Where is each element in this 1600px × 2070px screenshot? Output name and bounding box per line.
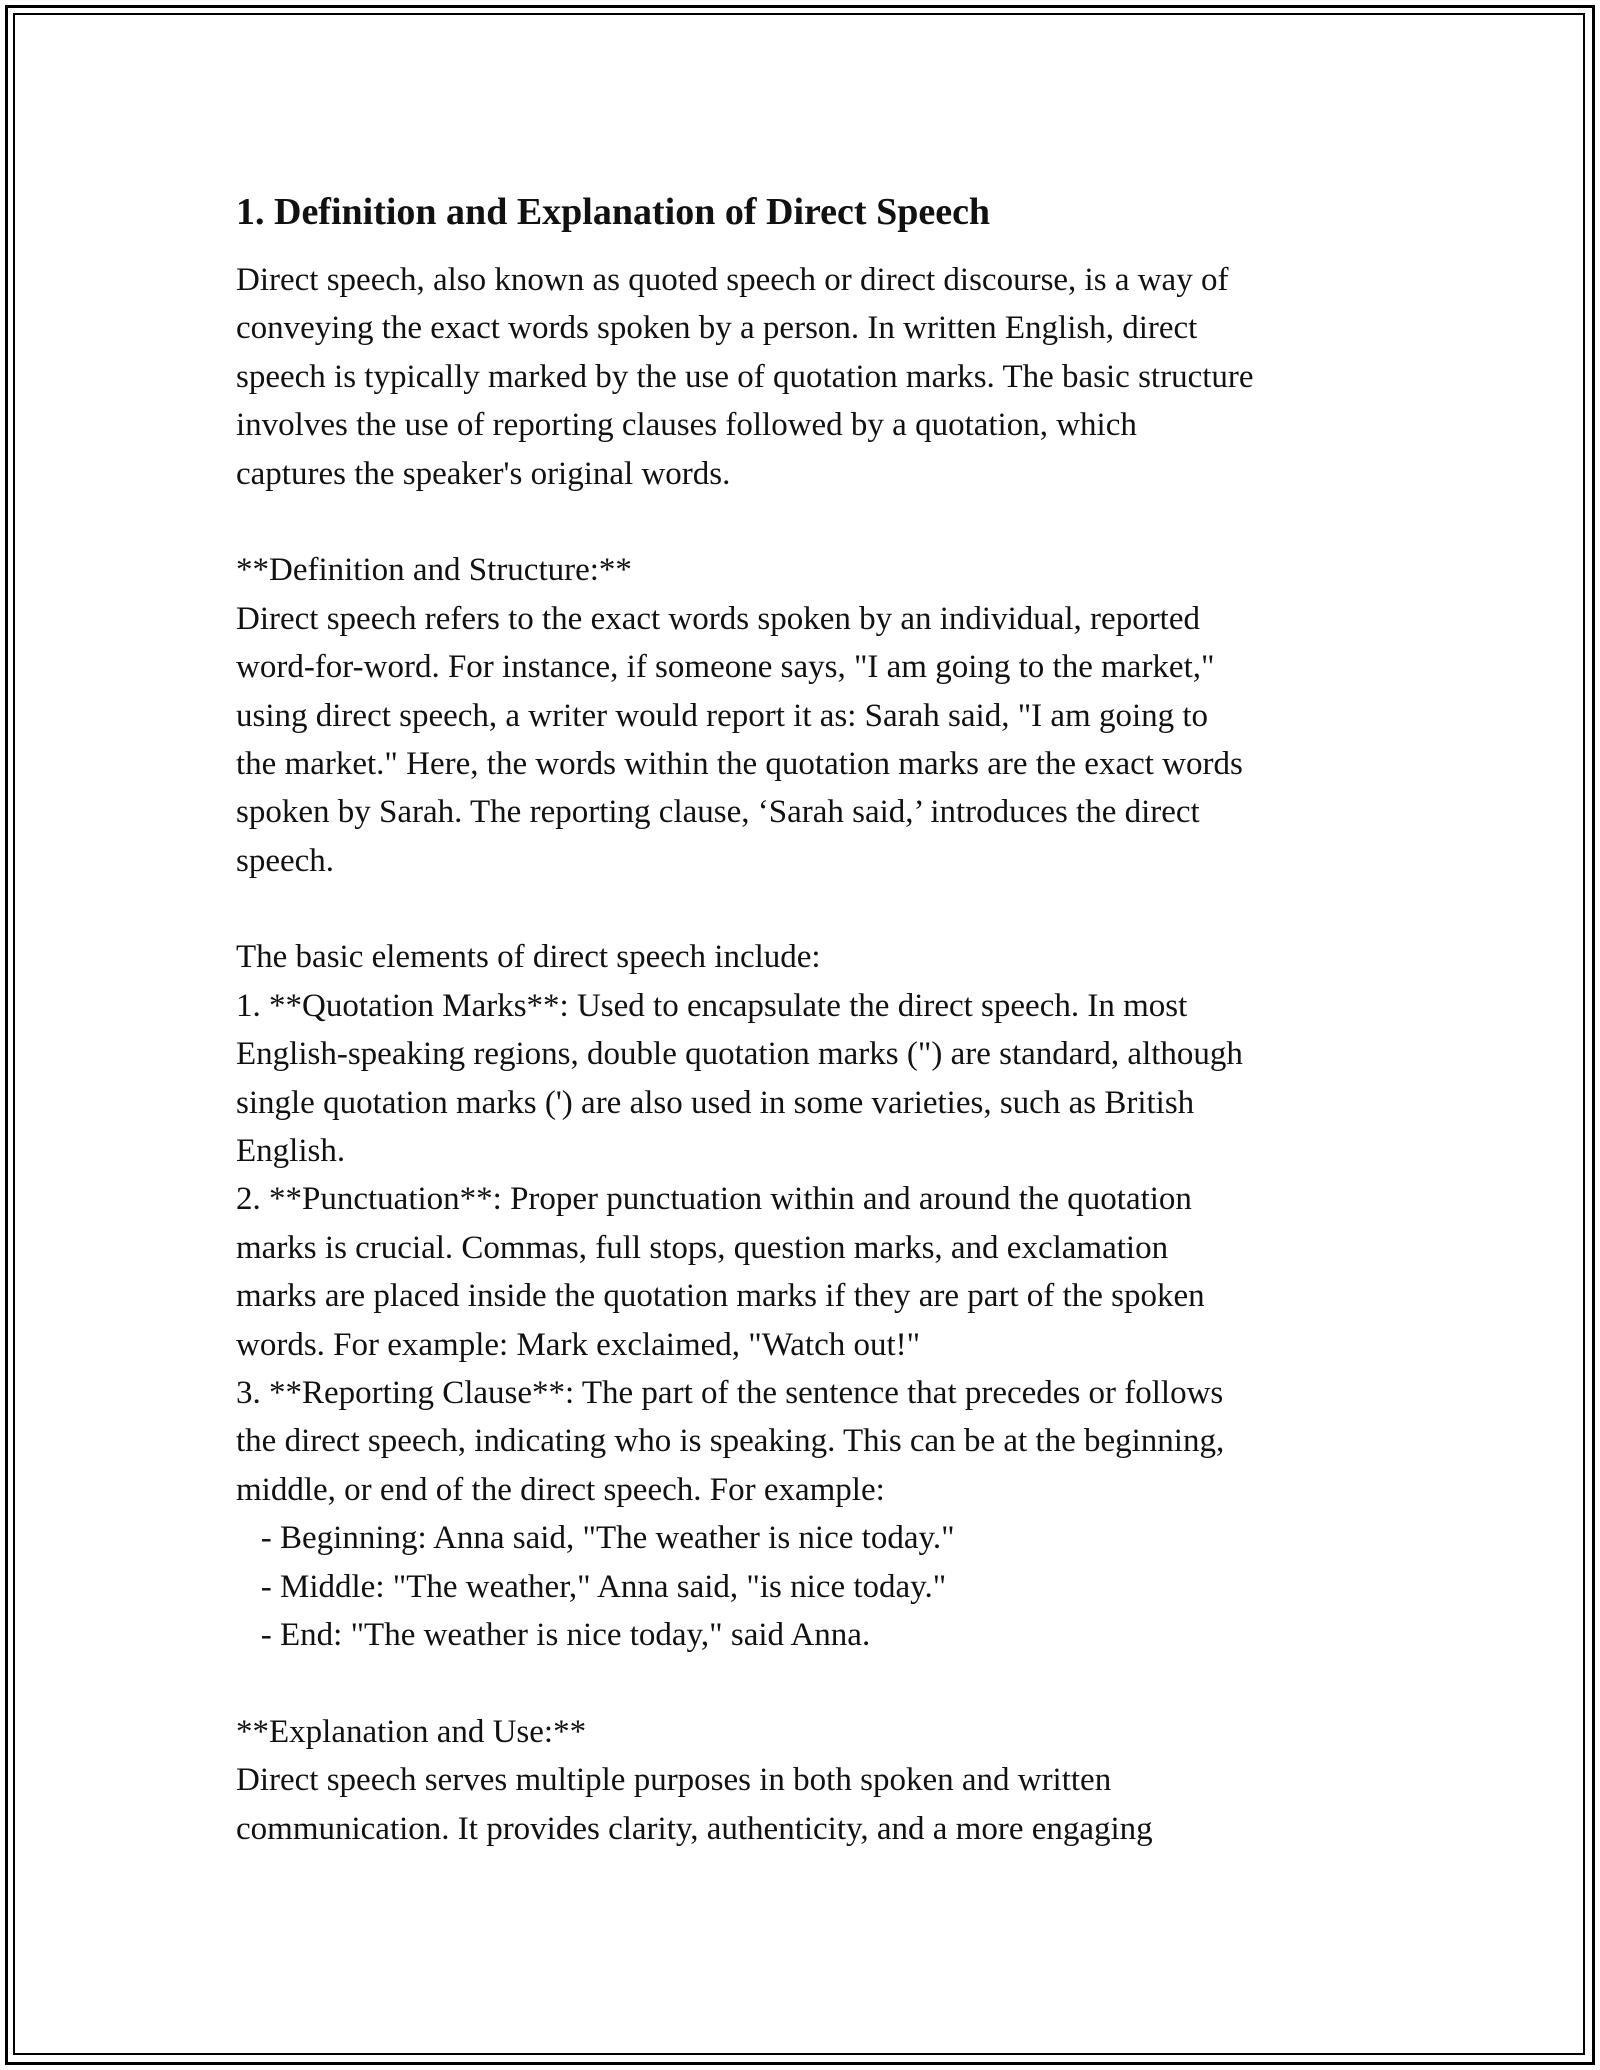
list-item-reporting-clause: 3. **Reporting Clause**: The part of the sentence that precedes or follows [236,1374,1224,1411]
sub-list-item-middle: - Middle: "The weather," Anna said, "is nice today." [236,1568,947,1605]
text-line: marks are placed inside the quotation marks if they are part of the spoken [236,1278,1205,1315]
text-line: communication. It provides clarity, authenticity, and a more engaging [236,1810,1153,1847]
sub-list-item-beginning: - Beginning: Anna said, "The weather is nice today." [236,1520,955,1557]
text-line: speech is typically marked by the use of quotation marks. The basic structure [236,358,1254,395]
text-line: speech. [236,842,335,879]
paragraph-explanation [236,1708,1386,1853]
text-line: Direct speech, also known as quoted speech or direct discourse, is a way of [236,262,1229,298]
text-line: Direct speech refers to the exact words spoken by an individual, reported [236,600,1200,637]
sub-list-item-end: - End: "The weather is nice today," said Anna. [236,1616,871,1653]
subheading-definition: **Definition and Structure:** [236,552,632,589]
text-line: middle, or end of the direct speech. For example: [236,1471,885,1508]
text-line: marks is crucial. Commas, full stops, question marks, and exclamation [236,1229,1169,1266]
paragraph-spacer [236,885,1386,933]
text-line: the market." Here, the words within the quotation marks are the exact words [236,745,1243,782]
text-line: involves the use of reporting clauses followed by a quotation, which [236,407,1137,444]
text-line: English-speaking regions, double quotation marks (") are standard, although [236,1036,1243,1073]
paragraph-intro [236,256,1386,498]
list-item-punctuation: 2. **Punctuation**: Proper punctuation within and around the quotation [236,1181,1192,1218]
document-body [236,186,1386,1853]
subheading-explanation: **Explanation and Use:** [236,1713,587,1750]
text-line: single quotation marks (') are also used in some varieties, such as British [236,1084,1195,1121]
text-line: word-for-word. For instance, if someone says, "I am going to the market," [236,649,1215,686]
text-line: English. [236,1133,346,1170]
text-line: Direct speech serves multiple purposes in both spoken and written [236,1762,1112,1799]
text-line: spoken by Sarah. The reporting clause, ‘Sarah said,’ introduces the direct [236,794,1200,831]
list-item-quotation-marks: 1. **Quotation Marks**: Used to encapsulate the direct speech. In most [236,987,1188,1024]
paragraph-definition [236,546,1386,885]
text-line: the direct speech, indicating who is speaking. This can be at the beginning, [236,1423,1225,1460]
text-line: conveying the exact words spoken by a person. In written English, direct [236,310,1198,347]
text-line: The basic elements of direct speech include: [236,939,821,976]
text-line: using direct speech, a writer would report it as: Sarah said, "I am going to [236,697,1209,734]
paragraph-spacer [236,1659,1386,1707]
text-line: words. For example: Mark exclaimed, "Watch out!" [236,1326,921,1363]
text-line: captures the speaker's original words. [236,455,731,492]
paragraph-elements [236,933,1386,1659]
paragraph-spacer [236,498,1386,546]
section-heading: 1. Definition and Explanation of Direct Speech [236,191,991,233]
